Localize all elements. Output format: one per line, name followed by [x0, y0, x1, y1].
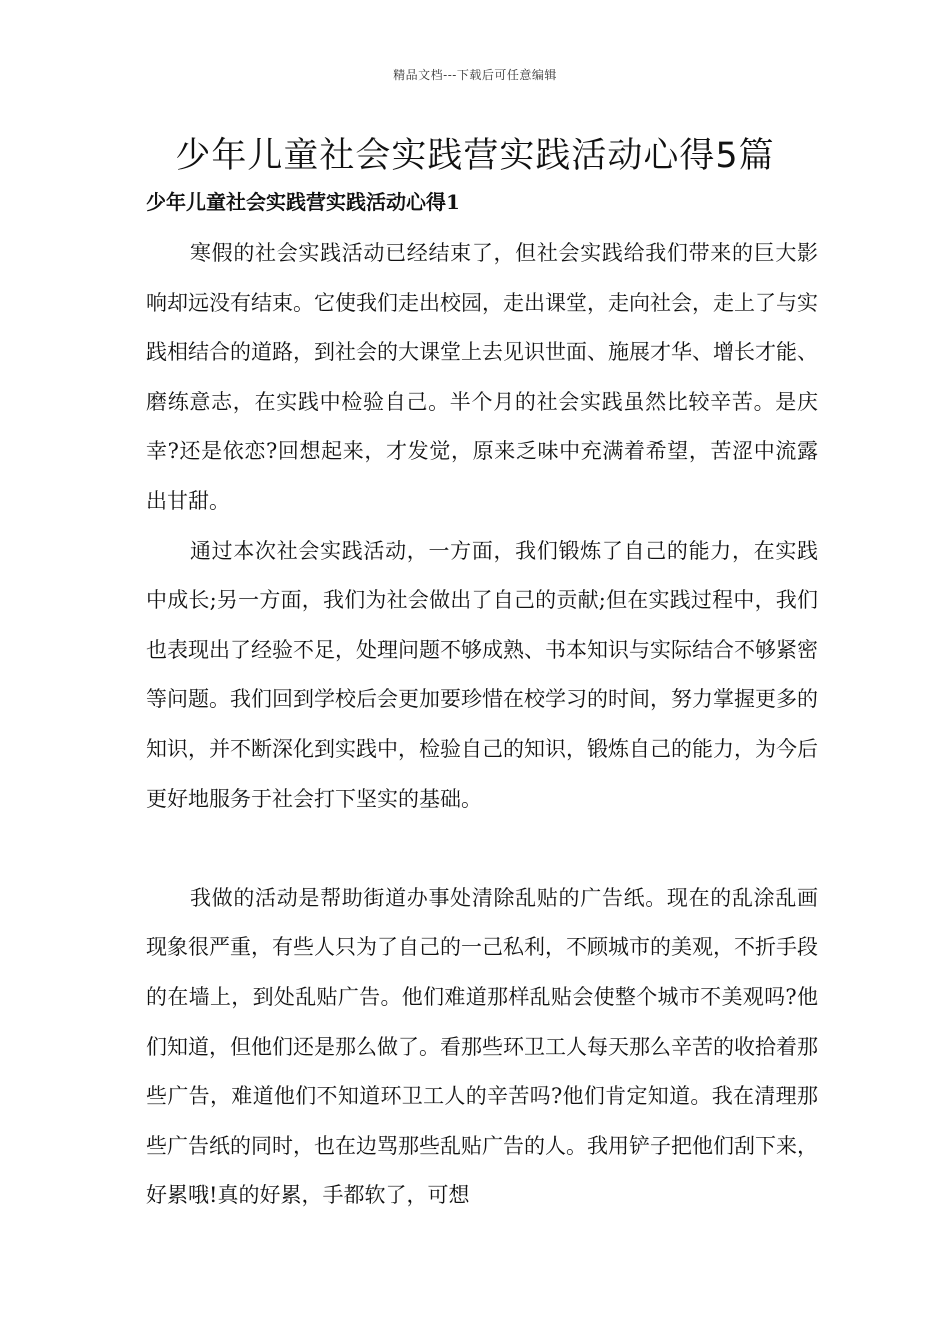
header-note: 精品文档---下载后可任意编辑 [393, 68, 557, 82]
paragraph-gap [146, 824, 818, 874]
section-subtitle: 少年儿童社会实践营实践活动心得1 [146, 190, 460, 214]
document-title: 少年儿童社会实践营实践活动心得5篇 [175, 136, 775, 176]
document-body [146, 229, 818, 1221]
paragraph: 通过本次社会实践活动，一方面，我们锻炼了自己的能力，在实践中成长;另一方面，我们为社会做出了自己的贡献;但在实践过程中，我们也表现出了经验不足，处理问题不够成熟、书本知识与实际结合不够紧密等问题。我们回到学校后会更加要珍惜在校学习的时间，努力掌握更多的知识，并不断深化到实践中，检验自己的知识，锻炼自己的能力，为今后更好地服务于社会打下坚实的基础。 [146, 538, 818, 811]
paragraph: 寒假的社会实践活动已经结束了，但社会实践给我们带来的巨大影响却远没有结束。它使我们走出校园，走出课堂，走向社会，走上了与实践相结合的道路，到社会的大课堂上去见识世面、施展才华、增长才能、磨练意志，在实践中检验自己。半个月的社会实践虽然比较辛苦。是庆幸?还是依恋?回想起来，才发觉，原来乏味中充满着希望，苦涩中流露出甘甜。 [146, 241, 818, 513]
paragraph: 我做的活动是帮助街道办事处清除乱贴的广告纸。现在的乱涂乱画现象很严重，有些人只为了自己的一己私利，不顾城市的美观，不折手段的在墙上，到处乱贴广告。他们难道那样乱贴会使整个城市不美观吗?他们知道，但他们还是那么做了。看那些环卫工人每天那么辛苦的收拾着那些广告，难道他们不知道环卫工人的辛苦吗?他们肯定知道。我在清理那些广告纸的同时，也在边骂那些乱贴广告的人。我用铲子把他们刮下来，好累哦!真的好累，手都软了，可想 [146, 885, 818, 1208]
